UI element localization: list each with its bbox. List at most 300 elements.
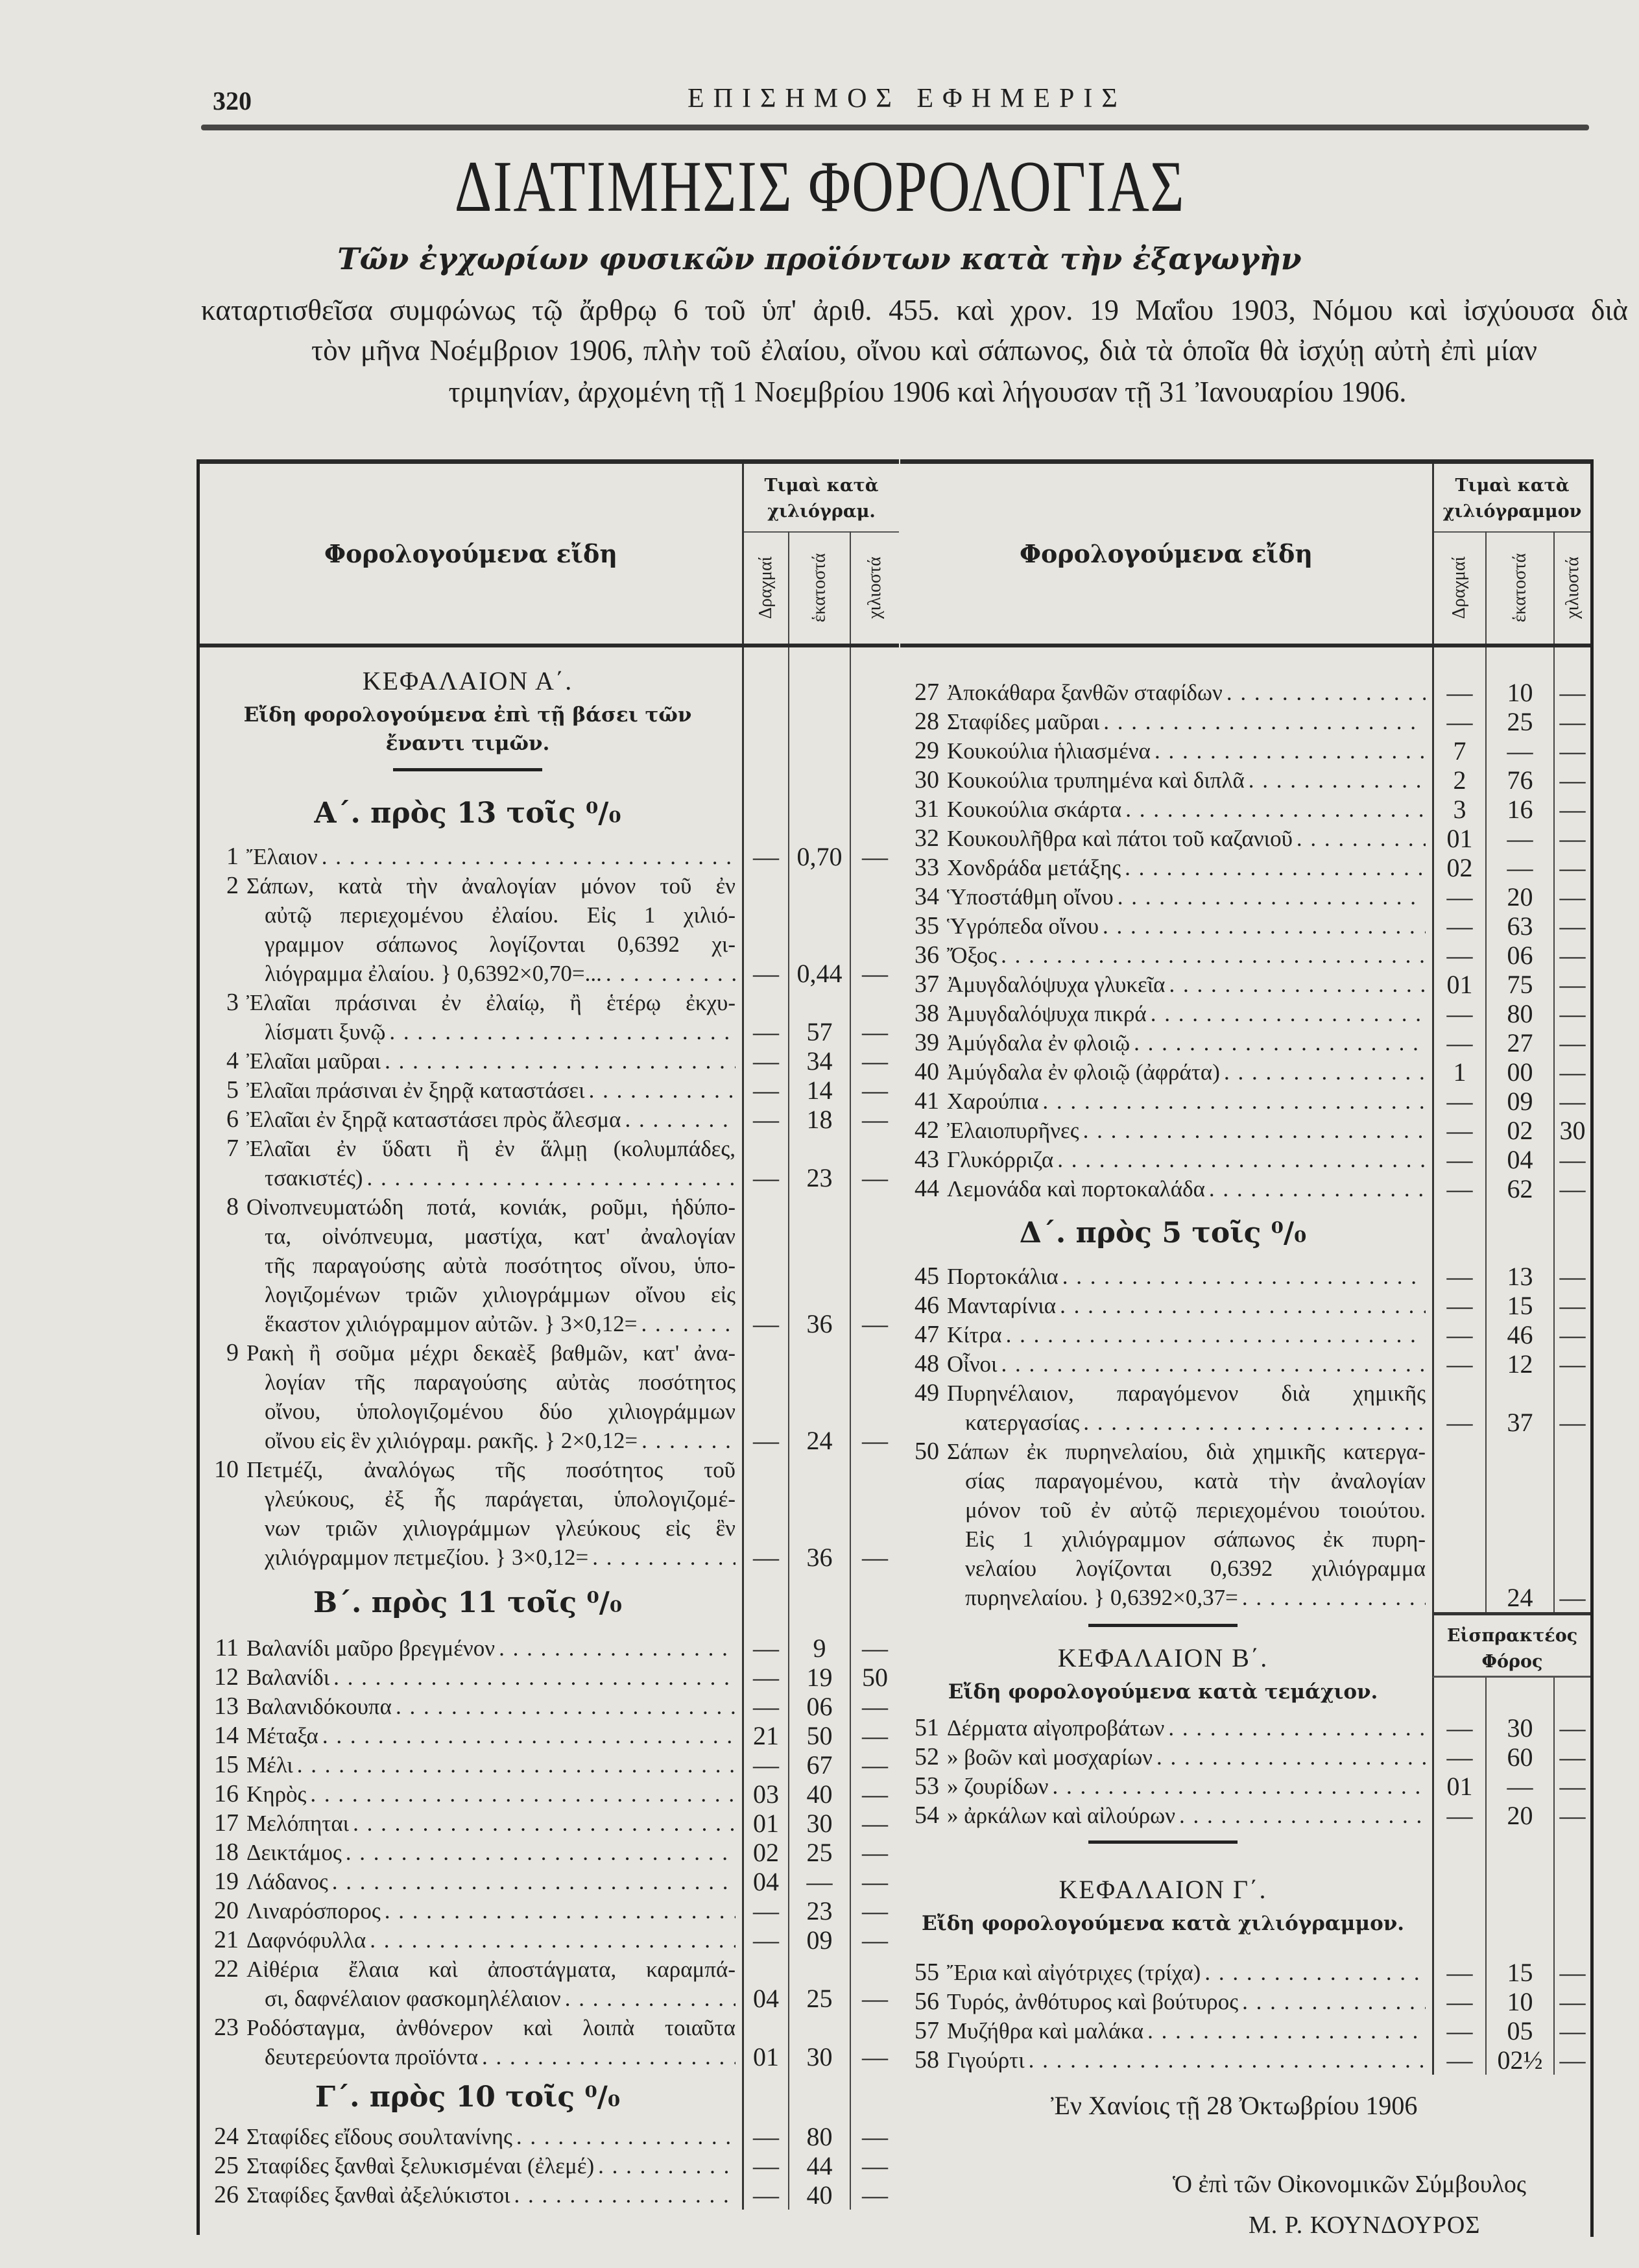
table-row: [200, 2013, 899, 2071]
tax-table-left: [197, 459, 899, 2235]
drachmas-cell: 02: [1432, 853, 1485, 882]
column-header-cents: [788, 531, 850, 644]
mills-cell: —: [850, 1779, 899, 1809]
column-header-items: Φορολογούμενα εἴδη: [1019, 539, 1313, 568]
item-text-line: Εἰς 1 χιλιόγραμμον σάπωνος ἐκ πυρη-: [965, 1526, 1426, 1552]
chapter-subheading: Εἴδη φορολογούμενα ἐπὶ τῇ βάσει τῶν: [243, 703, 692, 727]
item-number: 26: [214, 2181, 239, 2208]
table-row: [200, 988, 899, 1046]
drachmas-cell: [742, 2071, 788, 2122]
item-text-line: γραμμον σάπωνος λογίζονται 0,6392 χι-: [265, 932, 736, 957]
mills-cell: —: [850, 1634, 899, 1663]
mills-cell: —: [850, 1338, 899, 1455]
row-description: [200, 1046, 742, 1076]
row-description: [900, 1743, 1432, 1772]
item-number: 50: [915, 1438, 939, 1465]
mills-cell: —: [1553, 1379, 1590, 1437]
mills-cell: —: [850, 842, 899, 871]
item-number: 45: [915, 1262, 939, 1290]
item-text-line: Δεικτάμος . . .: [246, 1838, 736, 1867]
rate-heading: Α΄. πρὸς 13 τοῖς ⁰/₀: [314, 796, 621, 830]
chapter-row: [900, 1612, 1590, 1678]
item-text-line: τῆς παραγούσης αὐτὰ ποσότητος οἴνου, ὑπο-: [265, 1253, 736, 1278]
notice-body-line: τὸν μῆνα Νοέμβριον 1906, πλὴν τοῦ ἐλαίου, οἴνου καὶ σάπωνος, διὰ τὰ ὁποῖα θὰ ἰσχύῃ αὐτὴ ἐπὶ μίαν: [311, 334, 1537, 367]
mills-cell: —: [1553, 941, 1590, 970]
cents-cell: 12: [1485, 1349, 1553, 1379]
price-group-line: χιλιόγραμ.: [767, 501, 876, 522]
table-row: [900, 1987, 1590, 2016]
table-row: [900, 824, 1590, 853]
item-number: 51: [915, 1714, 939, 1741]
cents-cell: 25: [1485, 707, 1553, 736]
item-number: 15: [214, 1751, 239, 1778]
item-number: 10: [214, 1456, 239, 1483]
row-description: [900, 1028, 1432, 1057]
item-number: 16: [214, 1780, 239, 1807]
row-description: [200, 1896, 742, 1925]
item-number: 47: [915, 1321, 939, 1348]
tax-due-header-line: Φόρος: [1481, 1652, 1543, 1672]
table-row: [900, 1379, 1590, 1437]
table-row: [200, 1838, 899, 1867]
table-row: [900, 1958, 1590, 1987]
item-text-line: τσακιστές) . . .: [265, 1163, 736, 1192]
row-description: [900, 1856, 1432, 1909]
mills-cell: —: [850, 988, 899, 1046]
table-row: [200, 1867, 899, 1896]
row-description: [200, 1925, 742, 1955]
row-description: [200, 2151, 742, 2180]
item-number: 3: [226, 989, 239, 1016]
mills-cell: [850, 758, 899, 784]
mills-cell: —: [850, 1838, 899, 1867]
row-description: [900, 911, 1432, 941]
column-header-prices: [1432, 464, 1590, 533]
item-text-line: σι, δαφνέλαιον φασκομηλέλαιον . . .: [265, 1984, 736, 2013]
drachmas-cell: —: [1432, 1291, 1485, 1320]
column-header-tax-due: [1432, 1612, 1590, 1678]
mills-cell: —: [1553, 1291, 1590, 1320]
table-row: [200, 1721, 899, 1750]
item-text-line: Ἐλαῖαι ἐν ξηρᾷ καταστάσει πρὸς ἄλεσμα . . .: [246, 1105, 736, 1134]
item-text-line: Βαλανιδόκουπα . . .: [246, 1692, 736, 1721]
drachmas-cell: 01: [1432, 1772, 1485, 1801]
item-text-line: Κουκουλῆθρα καὶ πάτοι τοῦ καζανιοῦ . . .: [947, 824, 1426, 853]
row-description: [900, 1958, 1432, 1987]
column-header-drachmas-label: Δραχμαί: [1449, 556, 1470, 619]
table-row: [900, 1320, 1590, 1349]
item-text-line: » ἀρκάλων καὶ αἰλούρων . . .: [947, 1801, 1426, 1830]
cents-cell: 30: [788, 1809, 850, 1838]
cents-cell: 04: [1485, 1145, 1553, 1174]
cents-cell: 36: [788, 1455, 850, 1572]
table-row: [200, 2122, 899, 2151]
table-row: [900, 736, 1590, 766]
mills-cell: —: [850, 1192, 899, 1338]
cents-cell: 9: [788, 1634, 850, 1663]
mills-cell: —: [1553, 853, 1590, 882]
item-text-line: Πετμέζι, ἀναλόγως τῆς ποσότητος τοῦ: [246, 1457, 736, 1482]
item-number: 24: [214, 2123, 239, 2150]
cents-cell: 30: [788, 2013, 850, 2071]
subhead-row: [900, 1678, 1590, 1713]
row-description: [900, 1437, 1432, 1612]
row-description: [900, 1116, 1432, 1145]
cents-cell: 63: [1485, 911, 1553, 941]
row-description: [200, 871, 742, 988]
mills-cell: —: [850, 2122, 899, 2151]
mills-cell: —: [1553, 882, 1590, 911]
item-number: 44: [915, 1175, 939, 1202]
drachmas-cell: —: [1432, 2045, 1485, 2075]
drachmas-cell: —: [742, 1134, 788, 1192]
table-row: [900, 882, 1590, 911]
item-number: 46: [915, 1292, 939, 1319]
row-description: [200, 1750, 742, 1779]
table-row: [200, 1809, 899, 1838]
item-text-line: Ἀποκάθαρα ξανθῶν σταφίδων . . .: [947, 678, 1426, 707]
drachmas-cell: 03: [742, 1779, 788, 1809]
cents-cell: 24: [788, 1338, 850, 1455]
drachmas-cell: —: [742, 1750, 788, 1779]
item-number: 17: [214, 1809, 239, 1837]
table-row: [200, 1134, 899, 1192]
mills-cell: [850, 701, 899, 758]
notice-title: [0, 147, 1639, 227]
item-text-line: Ἀμυγδαλόψυχα πικρά . . .: [947, 999, 1426, 1028]
table-row: [200, 1896, 899, 1925]
item-number: 42: [915, 1116, 939, 1144]
item-text-line: νων τριῶν χιλιογράμμων γλεύκους εἰς ἓν: [265, 1515, 736, 1541]
item-text-line: Μέταξα . . .: [246, 1721, 736, 1750]
drachmas-cell: —: [1432, 678, 1485, 707]
item-number: 2: [226, 872, 239, 899]
item-text-line: Δέρματα αἰγοπροβάτων . . .: [947, 1713, 1426, 1743]
table-header: [900, 459, 1590, 647]
item-text-line: Τυρός, ἀνθότυρος καὶ βούτυρος . . .: [947, 1987, 1426, 2016]
table-row: [200, 2180, 899, 2210]
table-row: [200, 1338, 899, 1455]
item-text-line: σίας παραγομένου, κατὰ τὴν ἀναλογίαν: [965, 1468, 1426, 1493]
mills-cell: —: [850, 2013, 899, 2071]
item-text-line: Οἰνοπνευματώδη ποτά, κονιάκ, ροῦμι, ἡδύπο-: [246, 1194, 736, 1220]
drachmas-cell: —: [1432, 1987, 1485, 2016]
drachmas-cell: —: [742, 2180, 788, 2210]
row-description: [900, 824, 1432, 853]
item-text-line: Σάπων ἐκ πυρηνελαίου, διὰ χημικῆς κατεργα-: [947, 1439, 1426, 1464]
row-description: [200, 1455, 742, 1572]
table-row: [900, 795, 1590, 824]
mills-cell: —: [1553, 1958, 1590, 1987]
item-text-line: Λάδανος . . .: [246, 1867, 736, 1896]
mills-cell: [850, 1572, 899, 1634]
section-rule: [393, 768, 542, 771]
column-header-drachmas-label: Δραχμαί: [756, 556, 776, 619]
drachmas-cell: [1432, 1856, 1485, 1909]
drachmas-cell: —: [1432, 1743, 1485, 1772]
cents-cell: 44: [788, 2151, 850, 2180]
drachmas-cell: —: [1432, 1801, 1485, 1830]
column-header-items: Φορολογούμενα εἴδη: [324, 539, 618, 568]
item-text-line: Ροδόσταγμα, ἀνθόνερον καὶ λοιπὰ τοιαῦτα: [246, 2015, 736, 2040]
mills-cell: —: [1553, 970, 1590, 999]
cents-cell: 40: [788, 1779, 850, 1809]
item-number: 14: [214, 1722, 239, 1749]
table-row: [200, 1076, 899, 1105]
rate-heading: Δ΄. πρὸς 5 τοῖς ⁰/₀: [1019, 1216, 1307, 1249]
table-row: [900, 1057, 1590, 1087]
drachmas-cell: —: [1432, 1958, 1485, 1987]
table-row: [900, 1087, 1590, 1116]
mills-cell: —: [1553, 999, 1590, 1028]
item-number: 34: [915, 883, 939, 910]
cents-cell: 23: [788, 1896, 850, 1925]
cents-cell: 57: [788, 988, 850, 1046]
row-description: [900, 1713, 1432, 1743]
drachmas-cell: —: [1432, 1349, 1485, 1379]
item-text-line: Ἀμύγδαλα ἐν φλοιῷ (ἀφράτα) . . .: [947, 1057, 1426, 1087]
chapter-row: [200, 647, 899, 701]
cents-cell: 24: [1485, 1437, 1553, 1612]
row-description: [200, 2071, 742, 2122]
item-text-line: λογιζομένων τριῶν χιλιογράμμων οἴνου εἰς: [265, 1282, 736, 1307]
item-number: 41: [915, 1087, 939, 1115]
cents-cell: 02: [1485, 1116, 1553, 1145]
chapter-subheading: ἔναντι τιμῶν.: [385, 732, 550, 755]
item-number: 29: [915, 737, 939, 764]
item-number: 53: [915, 1772, 939, 1800]
mills-cell: —: [850, 1721, 899, 1750]
drachmas-cell: —: [742, 1192, 788, 1338]
row-description: [900, 1087, 1432, 1116]
cents-cell: [788, 758, 850, 784]
section-rule: [1088, 1840, 1238, 1844]
cents-cell: 18: [788, 1105, 850, 1134]
row-description: [200, 2013, 742, 2071]
cents-cell: 36: [788, 1192, 850, 1338]
drachmas-cell: 01: [1432, 824, 1485, 853]
item-text-line: δευτερεύοντα προϊόντα . . .: [265, 2042, 736, 2071]
item-text-line: κατεργασίας . . .: [965, 1408, 1426, 1437]
item-text-line: Ἔρια καὶ αἰγότριχες (τρίχα) . . .: [947, 1958, 1426, 1987]
cents-cell: 02½: [1485, 2045, 1553, 2075]
table-row: [900, 766, 1590, 795]
item-text-line: Δαφνόφυλλα . . .: [246, 1925, 736, 1955]
item-text-line: Χαρούπια . . .: [947, 1087, 1426, 1116]
item-text-line: Ἀμυγδαλόψυχα γλυκεῖα . . .: [947, 970, 1426, 999]
cents-cell: [1485, 647, 1553, 678]
table-row: [200, 1750, 899, 1779]
drachmas-cell: [1432, 1437, 1485, 1612]
table-row: [900, 1437, 1590, 1612]
item-number: 21: [214, 1926, 239, 1953]
row-description: [900, 999, 1432, 1028]
table-row: [200, 1046, 899, 1076]
row-description: [200, 647, 742, 701]
item-number: 52: [915, 1743, 939, 1770]
mills-cell: [1553, 1856, 1590, 1909]
item-text-line: Ὑγρόπεδα οἴνου . . .: [947, 911, 1426, 941]
table-row: [900, 1743, 1590, 1772]
table-row: [200, 1105, 899, 1134]
drachmas-cell: —: [742, 842, 788, 871]
cents-cell: 30: [1485, 1713, 1553, 1743]
cents-cell: 00: [1485, 1057, 1553, 1087]
table-row: [200, 871, 899, 988]
drachmas-cell: —: [742, 1692, 788, 1721]
row-description: [900, 1057, 1432, 1087]
item-text-line: Βαλανίδι . . .: [246, 1663, 736, 1692]
item-number: 58: [915, 2046, 939, 2073]
item-text-line: οἴνου, ὑπολογιζομένου δύο χιλιογράμμων: [265, 1399, 736, 1424]
rate-heading: Γ΄. πρὸς 10 τοῖς ⁰/₀: [315, 2080, 621, 2114]
table-row: [900, 999, 1590, 1028]
item-number: 39: [915, 1029, 939, 1056]
item-text-line: Λεμονάδα καὶ πορτοκαλάδα . . .: [947, 1174, 1426, 1203]
drachmas-cell: —: [742, 1046, 788, 1076]
item-text-line: μόνον τοῦ ἐν αὐτῷ περιεχομένου τοιούτου.: [965, 1497, 1426, 1523]
item-text-line: γλεύκους, ἐξ ἧς παράγεται, ὑπολογιζομέ-: [265, 1486, 736, 1512]
subhead-row: [200, 701, 899, 758]
item-number: 57: [915, 2017, 939, 2044]
row-description: [900, 1612, 1432, 1678]
item-text-line: Κουκούλια τρυπημένα καὶ διπλᾶ . . .: [947, 766, 1426, 795]
mills-cell: —: [850, 1955, 899, 2013]
mills-cell: —: [850, 2180, 899, 2210]
mills-cell: —: [1553, 1349, 1590, 1379]
item-text-line: Βαλανίδι μαῦρο βρεγμένον . . .: [246, 1634, 736, 1663]
row-description: [200, 1572, 742, 1634]
drachmas-cell: 01: [742, 1809, 788, 1838]
item-text-line: Μυζήθρα καὶ μαλάκα . . .: [947, 2016, 1426, 2045]
item-number: 18: [214, 1839, 239, 1866]
item-number: 8: [226, 1193, 239, 1220]
chapter-row: [900, 1856, 1590, 1909]
rate-heading: Β΄. πρὸς 11 τοῖς ⁰/₀: [313, 1586, 623, 1619]
item-number: 7: [226, 1135, 239, 1162]
drachmas-cell: —: [1432, 911, 1485, 941]
item-number: 54: [915, 1802, 939, 1829]
drachmas-cell: —: [742, 1663, 788, 1692]
rule-row: [900, 1830, 1590, 1856]
row-description: [900, 1349, 1432, 1379]
chapter-heading: ΚΕΦΑΛΑΙΟΝ Γ΄.: [1059, 1875, 1267, 1904]
item-text-line: Ἔλαιον . . .: [246, 842, 736, 871]
item-number: 55: [915, 1959, 939, 1986]
drachmas-cell: [1432, 1203, 1485, 1262]
notice-subtitle: Τῶν ἐγχωρίων φυσικῶν προϊόντων κατὰ τὴν ἐξαγωγὴν: [337, 241, 1302, 276]
cents-cell: —: [1485, 824, 1553, 853]
row-description: [900, 1320, 1432, 1349]
item-number: 4: [226, 1047, 239, 1074]
row-description: [200, 1721, 742, 1750]
row-description: [200, 758, 742, 784]
mills-cell: [850, 647, 899, 701]
item-text-line: Σταφίδες ξανθαὶ ἀξελύκιστοι . . .: [246, 2180, 736, 2210]
cents-cell: 25: [788, 1955, 850, 2013]
mills-cell: —: [1553, 1087, 1590, 1116]
mills-cell: —: [1553, 1801, 1590, 1830]
item-text-line: Μελόπηται . . .: [246, 1809, 736, 1838]
mills-cell: —: [1553, 707, 1590, 736]
cents-cell: 0,70: [788, 842, 850, 871]
drachmas-cell: [1432, 647, 1485, 678]
rate-row: [200, 2071, 899, 2122]
price-group-line: χιλιόγραμμον: [1442, 501, 1582, 522]
mills-cell: —: [1553, 1057, 1590, 1087]
table-row: [200, 1955, 899, 2013]
price-group-line: Τιμαὶ κατὰ: [1455, 476, 1570, 496]
rate-row: [900, 1203, 1590, 1262]
place-date: Ἐν Χανίοις τῇ 28 Ὀκτωβρίου 1906: [1051, 2091, 1418, 2120]
row-description: [900, 970, 1432, 999]
table-row: [900, 2045, 1590, 2075]
item-text-line: λογίαν τῆς παραγούσης αὐτὰς ποσότητος: [265, 1369, 736, 1395]
cents-cell: 34: [788, 1046, 850, 1076]
row-description: [900, 766, 1432, 795]
chapter-heading: ΚΕΦΑΛΑΙΟΝ Β΄.: [1057, 1643, 1269, 1672]
item-text-line: » βοῶν καὶ μοσχαρίων . . .: [947, 1743, 1426, 1772]
item-text-line: Πορτοκάλια . . .: [947, 1262, 1426, 1291]
drachmas-cell: —: [1432, 1174, 1485, 1203]
row-description: [200, 1338, 742, 1455]
mills-cell: —: [1553, 911, 1590, 941]
row-description: [200, 1867, 742, 1896]
row-description: [200, 1838, 742, 1867]
cents-cell: 14: [788, 1076, 850, 1105]
table-row: [900, 678, 1590, 707]
mills-cell: —: [1553, 1028, 1590, 1057]
column-header-cents: [1485, 531, 1553, 644]
table-row: [200, 1192, 899, 1338]
column-header-cents-label: ἑκατοστά: [809, 553, 830, 622]
cents-cell: 20: [1485, 1801, 1553, 1830]
mills-cell: —: [1553, 1987, 1590, 2016]
row-description: [200, 701, 742, 758]
cents-cell: —: [1485, 1772, 1553, 1801]
item-number: 23: [214, 2014, 239, 2041]
item-number: 40: [915, 1058, 939, 1085]
row-description: [900, 1801, 1432, 1830]
drachmas-cell: —: [1432, 2016, 1485, 2045]
item-text-line: Ἀμύγδαλα ἐν φλοιῷ . . .: [947, 1028, 1426, 1057]
table-row: [900, 1116, 1590, 1145]
column-header-cents-label: ἑκατοστά: [1509, 553, 1530, 622]
notice-body-line: τριμηνίαν, ἀρχομένη τῇ 1 Νοεμβρίου 1906 καὶ λήγουσαν τῇ 31 Ἰανουαρίου 1906.: [448, 376, 1407, 408]
cents-cell: 67: [788, 1750, 850, 1779]
table-header: [200, 459, 899, 647]
cents-cell: 80: [1485, 999, 1553, 1028]
subhead-row: [900, 1909, 1590, 1958]
item-number: 12: [214, 1663, 239, 1691]
mills-cell: [1553, 1830, 1590, 1856]
mills-cell: [1553, 1909, 1590, 1958]
row-description: [900, 736, 1432, 766]
drachmas-cell: 3: [1432, 795, 1485, 824]
cents-cell: [1485, 1830, 1553, 1856]
drachmas-cell: —: [742, 1076, 788, 1105]
table-row: [900, 1772, 1590, 1801]
mills-cell: —: [1553, 1437, 1590, 1612]
drachmas-cell: 01: [742, 2013, 788, 2071]
row-description: [200, 784, 742, 842]
row-description: [200, 1779, 742, 1809]
table-row: [200, 1925, 899, 1955]
column-header-mills: [850, 531, 899, 644]
table-row: [900, 2016, 1590, 2045]
item-number: 30: [915, 766, 939, 793]
drachmas-cell: —: [1432, 1028, 1485, 1057]
